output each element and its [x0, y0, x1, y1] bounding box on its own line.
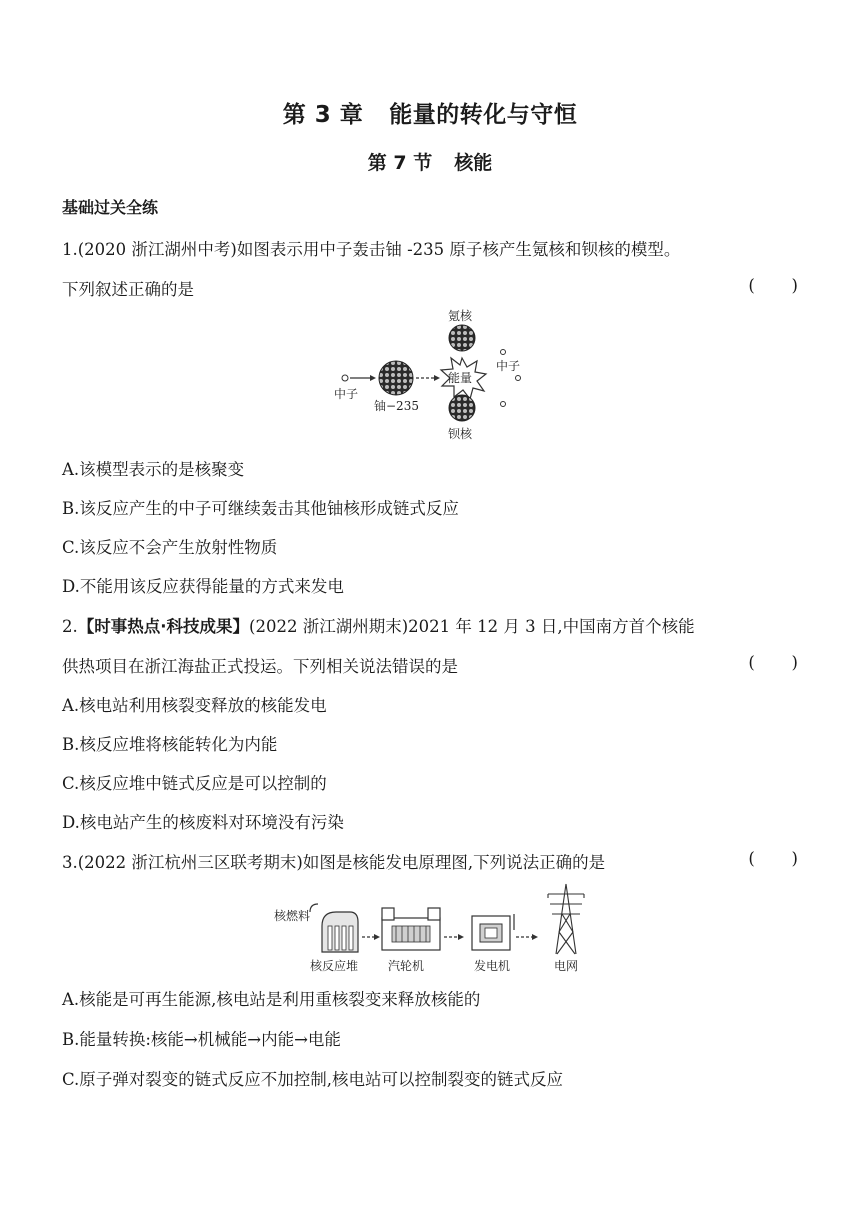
barium-nucleus: [449, 395, 475, 421]
q2-number: 2.: [62, 617, 78, 636]
q1-option-b: B.该反应产生的中子可继续轰击其他铀核形成链式反应: [62, 499, 459, 518]
q1-option-c: C.该反应不会产生放射性物质: [62, 538, 278, 557]
q2-option-d: D.核电站产生的核废料对环境没有污染: [62, 813, 344, 832]
section-name: 核能: [454, 152, 493, 174]
krypton-nucleus: [449, 325, 475, 351]
generator-label: 发电机: [474, 959, 511, 973]
q2-answer-blank: ( ): [748, 653, 798, 672]
neutron-label: 中子: [334, 387, 359, 401]
turbine-icon: [382, 908, 440, 950]
incoming-neutron: [342, 375, 348, 381]
q2-topic-tag: 【时事热点·科技成果】: [77, 617, 250, 636]
section-title: [0, 148, 860, 175]
power-pylon-icon: [548, 884, 584, 954]
q3-option-c: C.原子弹对裂变的链式反应不加控制,核电站可以控制裂变的链式反应: [62, 1070, 564, 1089]
grid-label: 电网: [554, 959, 579, 973]
q3-option-b: B.能量转换:核能→机械能→内能→电能: [62, 1030, 341, 1049]
q1-option-a: A.该模型表示的是核聚变: [62, 460, 245, 479]
outgoing-neutron-label: 中子: [496, 359, 521, 373]
krypton-label: 氪核: [448, 309, 473, 323]
q1-stem-line2: 下列叙述正确的是: [62, 280, 194, 299]
energy-label: 能量: [448, 371, 473, 385]
section-number: 第 7 节: [367, 152, 433, 174]
generator-icon: [472, 914, 514, 950]
q2-stem-line1: [62, 613, 695, 637]
outgoing-neutron: [516, 376, 521, 381]
turbine-label: 汽轮机: [388, 959, 425, 973]
q1-fission-figure: [330, 306, 540, 446]
power-plant-diagram: [270, 882, 600, 978]
fuel-label: 核燃料: [274, 909, 311, 923]
outgoing-neutron: [501, 350, 506, 355]
reactor-label: 核反应堆: [310, 959, 359, 973]
reactor-icon: [310, 904, 358, 952]
q2-option-c: C.核反应堆中链式反应是可以控制的: [62, 774, 327, 793]
q2-option-b: B.核反应堆将核能转化为内能: [62, 735, 278, 754]
chapter-number: 第 3 章: [282, 102, 364, 128]
uranium-label: 铀−235: [374, 399, 419, 413]
q1-option-d: D.不能用该反应获得能量的方式来发电: [62, 577, 344, 596]
outgoing-neutron: [501, 402, 506, 407]
fission-diagram: [330, 306, 540, 446]
uranium-nucleus: [379, 361, 413, 395]
exercise-heading: 基础过关全练: [62, 198, 159, 217]
q3-answer-blank: ( ): [748, 849, 798, 868]
q1-answer-blank: ( ): [748, 276, 798, 295]
chapter-name: 能量的转化与守恒: [389, 102, 578, 128]
q2-stem-text: (2022 浙江湖州期末)2021 年 12 月 3 日,中国南方首个核能: [249, 617, 695, 636]
chapter-title: [0, 96, 860, 129]
q3-option-a: A.核能是可再生能源,核电站是利用重核裂变来释放核能的: [62, 990, 481, 1009]
q2-option-a: A.核电站利用核裂变释放的核能发电: [62, 696, 327, 715]
q2-stem-line2: 供热项目在浙江海盐正式投运。下列相关说法错误的是: [62, 657, 458, 676]
q1-stem-line1: 1.(2020 浙江湖州中考)如图表示用中子轰击铀 -235 原子核产生氪核和钡核的模型。: [62, 240, 681, 259]
q3-power-plant-figure: [270, 882, 600, 978]
barium-label: 钡核: [448, 427, 473, 441]
q3-stem-line1: 3.(2022 浙江杭州三区联考期末)如图是核能发电原理图,下列说法正确的是: [62, 853, 606, 872]
